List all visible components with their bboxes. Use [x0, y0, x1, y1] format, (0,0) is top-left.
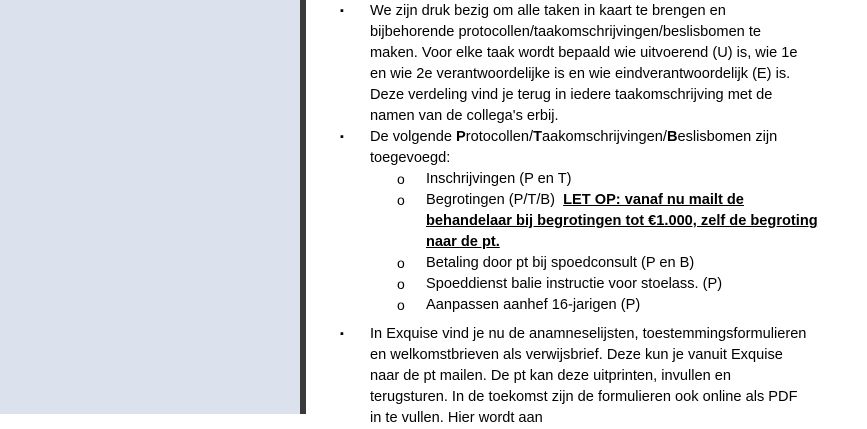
sub-list — [306, 169, 818, 316]
sub-list-item — [306, 190, 826, 253]
sub-list-item — [306, 169, 826, 190]
paragraph-text: We zijn druk bezig om alle taken in kaart te brengen en bijbehorende protocollen/taakomschrijvingen/beslisbomen te maken. Voor elke taak wordt bepaald wie uitvoerend (U) is, wie 1e en wie 2e verantwoordelijke is en wie eindverantwoordelijk (E) is. Deze verdeling vind je terug in iedere taakomschrijving met de namen van de collega's erbij. — [370, 3, 798, 124]
sub-list-item — [306, 253, 826, 274]
list-item — [306, 1, 810, 127]
paragraph-text: De volgende Protocollen/Taakomschrijvingen/Beslisbomen zijn toegevoegd: — [370, 129, 778, 166]
paragraph-text: In Exquise vind je nu de anamneselijsten, toestemmingsformulieren en welkomstbrieven als verwijsbrief. Deze kun je vanuit Exquise naar de pt mailen. De pt kan deze uitprinten, invullen en terugsturen. In de toekomst zijn de formulieren ook online als PDF in te vullen. Hier wordt aan — [370, 326, 807, 426]
sub-item-text: Spoeddienst balie instructie voor stoelass. (P) — [426, 276, 723, 292]
circle-bullet: o — [397, 255, 405, 271]
circle-bullet: o — [397, 171, 405, 187]
circle-bullet: o — [397, 276, 405, 292]
bullet-list — [306, 1, 867, 429]
sub-item-text: Begrotingen (P/T/B) — [426, 192, 564, 208]
sub-list-item — [306, 295, 826, 316]
sub-item-text: Inschrijvingen (P en T) — [426, 171, 572, 187]
circle-bullet: o — [397, 297, 405, 313]
list-item — [306, 127, 818, 316]
sub-list-item — [306, 274, 826, 295]
bullet-marker: ▪ — [340, 328, 344, 340]
list-item — [306, 324, 810, 429]
sub-item-text: Betaling door pt bij spoedconsult (P en B) — [426, 255, 695, 271]
left-margin-panel — [0, 0, 300, 414]
document-body — [306, 0, 867, 426]
sub-item-text: Aanpassen aanhef 16-jarigen (P) — [426, 297, 641, 313]
bullet-marker: ▪ — [340, 5, 344, 17]
bullet-marker: ▪ — [340, 131, 344, 143]
circle-bullet: o — [397, 192, 405, 208]
emphasis-note: LET OP: vanaf nu mailt de behandelaar bij begrotingen tot €1.000, zelf de begroting naar de pt. — [426, 192, 818, 250]
